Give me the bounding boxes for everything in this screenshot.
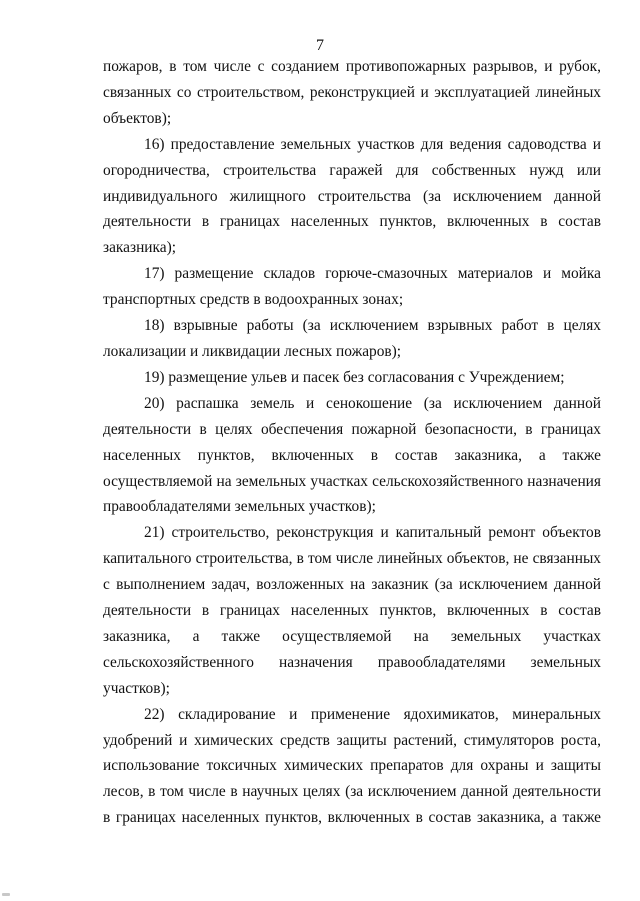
paragraph-item-17: 17) размещение складов горюче-смазочных материалов и мойка транспортных средств в водоохранных зонах; [103,265,601,309]
paragraph-item-21: 21) строительство, реконструкция и капитальный ремонт объектов капитального строительства, в том числе линейных объектов, не связанных с выполнением задач, возложенных на заказник (за исключением данной деятельности в границах населенных пунктов, включенных в состав заказника, а также осуществляемой на земельных участках сельскохозяйственного назначения правообладателями земельных участков); [103,524,601,697]
paragraph-item-20: 20) распашка земель и сенокошение (за исключением данной деятельности в целях обеспечения пожарной безопасности, в границах населенных пунктов, включенных в состав заказника, а также осуществляемой на земельных участках сельскохозяйственного назначения правообладателями земельных участков); [103,394,601,516]
paragraph-item-18: 18) взрывные работы (за исключением взрывных работ в целях локализации и ликвидации лесных пожаров); [103,317,601,360]
paragraph-continuation: пожаров, в том числе с созданием противопожарных разрывов, и рубок, связанных со строительством, реконструкцией и эксплуатацией линейных объектов); [103,58,601,127]
page-number: 7 [316,37,324,54]
scan-artifact [2,893,10,896]
paragraph-item-22: 22) складирование и применение ядохимикатов, минеральных удобрений и химических средств защиты растений, стимуляторов роста, использование токсичных химических препаратов для охраны и защиты лесов, в том числе в научных целях (за исключением данной деятельности в границах населенных пунктов, включенных в состав заказника, а также [103,705,601,827]
paragraph-item-19: 19) размещение ульев и пасек без согласования с Учреждением; [144,368,565,386]
paragraph-item-16: 16) предоставление земельных участков для ведения садоводства и огородничества, строительства гаражей для собственных нужд или индивидуального жилищного строительства (за исключением данной деятельности в границах населенных пунктов, включенных в состав заказника); [103,135,601,257]
document-body [103,54,601,831]
